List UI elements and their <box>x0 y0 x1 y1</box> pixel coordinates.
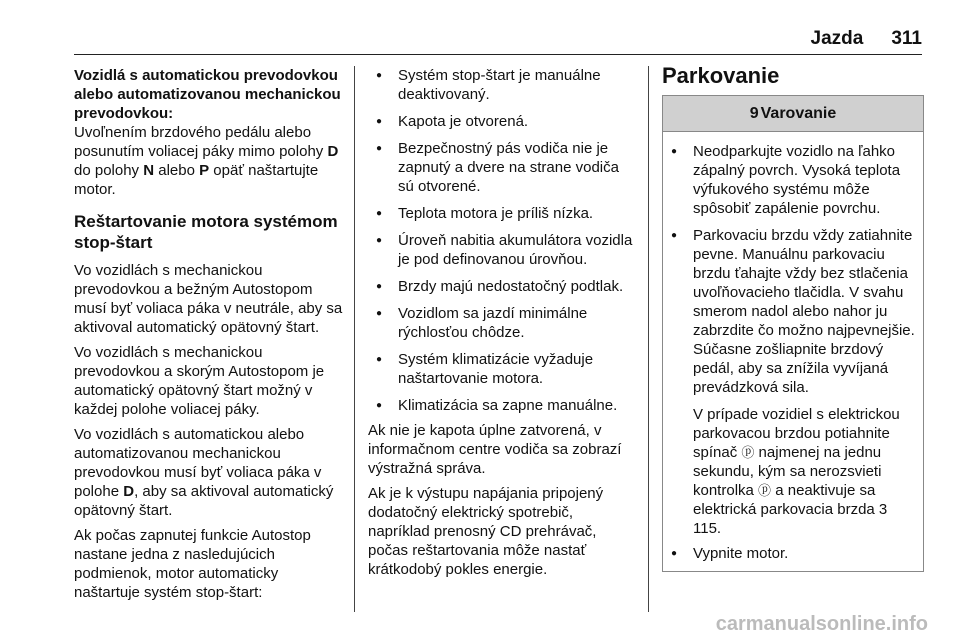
text: a neaktivuje sa elektrická parkovacia brzda <box>693 482 879 518</box>
paragraph: Ak počas zapnutej funkcie Autostop nastane jedna z nasledujúcich podmienok, motor automaticky naštartuje systém stop-štart: <box>74 527 311 601</box>
text: , aby sa aktivoval automatický opätovný štart. <box>74 483 334 519</box>
paragraph: Ak nie je kapota úplne zatvorená, v informačnom centre vodiča sa zobrazí výstražná správa. <box>368 422 622 477</box>
parking-brake-icon: ⓟ <box>741 445 755 460</box>
warning-box <box>662 95 924 572</box>
text: 115. <box>693 520 722 537</box>
list-item: ● Kapota je otvorená. <box>368 112 638 131</box>
page-header <box>783 28 922 50</box>
parking-brake-icon: ⓟ <box>758 483 772 498</box>
column-1 <box>74 66 344 608</box>
header-rule <box>74 54 922 55</box>
gear-n: N <box>143 162 155 179</box>
list-item: ● Brzdy majú nedostatočný podtlak. <box>368 277 638 296</box>
warning-header <box>663 96 923 132</box>
gear-p: P <box>199 162 210 179</box>
indented-note <box>667 405 919 538</box>
list-item: ● Bezpečnostný pás vodiča nie je zapnutý a dvere na strane vodiča sú otvorené. <box>368 139 638 196</box>
column-2 <box>368 66 638 585</box>
paragraph <box>74 425 344 520</box>
list-item: ● Vozidlom sa jazdí minimálne rýchlosťou chôdze. <box>368 304 638 342</box>
text: alebo <box>154 162 200 179</box>
column-divider <box>354 66 355 612</box>
list-item: ● Systém klimatizácie vyžaduje naštartovanie motora. <box>368 350 638 388</box>
paragraph: Ak je k výstupu napájania pripojený dodatočný elektrický spotrebič, napríklad prenosný CD prehrávač, počas reštartovania môže nastať krátkodobý pokles energie. <box>368 485 604 578</box>
section-title: Parkovanie <box>662 63 780 88</box>
paragraph: Vo vozidlách s mechanickou prevodovkou a bežným Autostopom musí byť voliaca páka v neutrále, aby sa aktivoval automatický opätovný štart. <box>74 262 343 336</box>
text: do polohy <box>74 162 144 179</box>
gear-d: D <box>327 143 339 160</box>
warning-icon: 9 <box>749 105 759 122</box>
subheading: Reštartovanie motora systémom stop-štart <box>74 212 338 252</box>
watermark: carmanualsonline.info <box>715 613 928 635</box>
list-item: ● Klimatizácia sa zapne manuálne. <box>368 396 638 415</box>
list-item: ● Systém stop-štart je manuálne deaktivovaný. <box>368 66 638 104</box>
condition-list <box>368 66 638 415</box>
list-item: ● Neodparkujte vozidlo na ľahko zápalný povrch. Vysoká teplota výfukového systému môže spôsobiť zapálenie povrchu. <box>667 142 919 218</box>
list-item: ● Teplota motora je príliš nízka. <box>368 204 638 223</box>
list-item: ● Parkovaciu brzdu vždy zatiahnite pevne. Manuálnu parkovaciu brzdu ťahajte vždy bez stlačenia uvoľňovacieho tlačidla. V svahu smerom nadol alebo nahor ju zabrzdite čo možno najpevnejšie. Súčasne zošliapnite brzdový pedál, aby sa znížila vyvíjaná prevádzková sila. <box>667 226 919 397</box>
warning-list <box>667 544 919 563</box>
column-divider <box>648 66 649 612</box>
list-item: ● Úroveň nabitia akumulátora vozidla je pod definovanou úrovňou. <box>368 231 638 269</box>
warning-body <box>663 132 923 563</box>
page-number: 311 <box>891 28 922 49</box>
column-3 <box>662 63 924 572</box>
intro-paragraph <box>74 123 344 199</box>
page-ref-icon: 3 <box>878 501 888 518</box>
text: opäť naštartujte motor. <box>74 162 319 198</box>
gear-d: D <box>123 483 135 500</box>
text: najmenej na jednu sekundu, kým sa nerozsvieti kontrolka <box>693 444 882 499</box>
paragraph: Vo vozidlách s mechanickou prevodovkou a skorým Autostopom je automatický opätovný štart možný v každej polohe voliacej páky. <box>74 344 325 418</box>
text: V prípade vozidiel s elektrickou parkovacou brzdou potiahnite spínač <box>693 406 900 461</box>
text: Uvoľnením brzdového pedálu alebo posunutím voliacej páky mimo polohy <box>74 124 328 160</box>
warning-label: Varovanie <box>760 105 837 122</box>
intro-heading: Vozidlá s automatickou prevodovkou alebo automatizovanou mechanickou prevodovkou: <box>74 67 341 122</box>
list-item: ● Vypnite motor. <box>667 544 919 563</box>
section-name: Jazda <box>810 28 864 49</box>
warning-list <box>667 142 919 397</box>
text: Vo vozidlách s automatickou alebo automatizovanou mechanickou prevodovkou musí byť voliaca páka v polohe <box>74 426 322 500</box>
